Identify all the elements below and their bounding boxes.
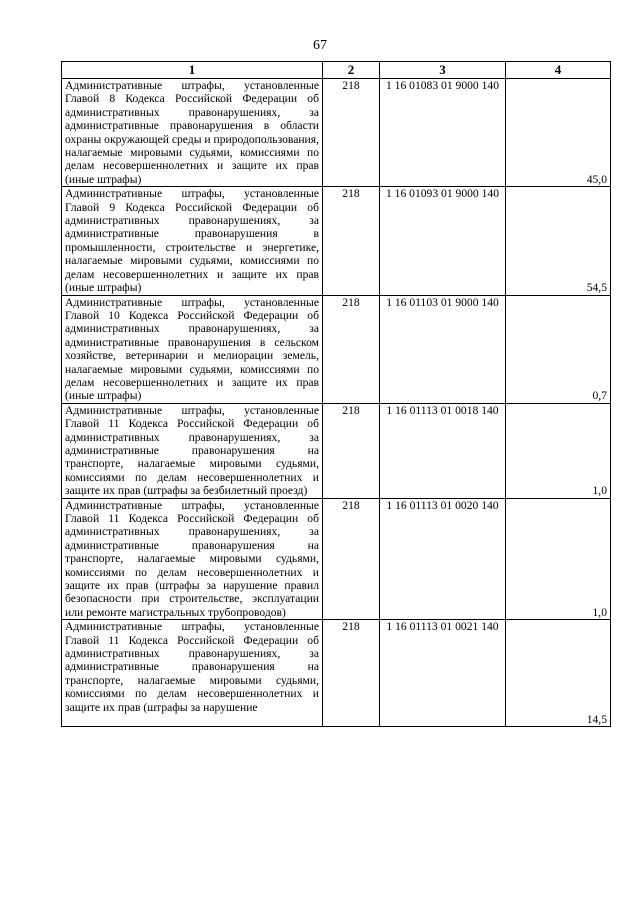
budget-classification-code: 1 16 01083 01 9000 140 (380, 79, 506, 187)
revenue-name: Административные штрафы, установленные Главой 8 Кодекса Российской Федерации об административных правонарушениях, за административные правонарушения в области охраны окружающей среды и природопользования, налагаемые мировыми судьями, комиссиями по делам несовершеннолетних и защите их прав (иные штрафы) (62, 79, 323, 187)
admin-code: 218 (323, 620, 380, 727)
amount: 1,0 (506, 403, 611, 498)
revenue-table (61, 61, 611, 727)
budget-classification-code: 1 16 01103 01 9000 140 (380, 295, 506, 403)
budget-classification-code: 1 16 01113 01 0018 140 (380, 403, 506, 498)
table-row (62, 187, 611, 295)
revenue-name: Административные штрафы, установленные Главой 11 Кодекса Российской Федерации об административных правонарушениях, за административные правонарушения на транспорте, налагаемые мировыми судьями, комиссиями по делам несовершеннолетних и защите их прав (штрафы за безбилетный проезд) (62, 403, 323, 498)
admin-code: 218 (323, 187, 380, 295)
table-row (62, 620, 611, 727)
column-header: 4 (506, 62, 611, 79)
revenue-name: Административные штрафы, установленные Главой 9 Кодекса Российской Федерации об административных правонарушениях, за административные правонарушения в промышленности, строительстве и энергетике, налагаемые мировыми судьями, комиссиями по делам несовершеннолетних и защите их прав (иные штрафы) (62, 187, 323, 295)
admin-code: 218 (323, 403, 380, 498)
amount: 1,0 (506, 498, 611, 620)
table-header-row (62, 62, 611, 79)
revenue-name: Административные штрафы, установленные Главой 11 Кодекса Российской Федерации об административных правонарушениях, за административные правонарушения на транспорте, налагаемые мировыми судьями, комиссиями по делам несовершеннолетних и защите их прав (штрафы за нарушение (65, 620, 319, 714)
column-header: 3 (380, 62, 506, 79)
column-header: 2 (323, 62, 380, 79)
column-header: 1 (62, 62, 323, 79)
admin-code: 218 (323, 295, 380, 403)
budget-classification-code: 1 16 01113 01 0020 140 (380, 498, 506, 620)
budget-classification-code: 1 16 01113 01 0021 140 (380, 620, 506, 727)
amount: 14,5 (506, 620, 611, 727)
admin-code: 218 (323, 79, 380, 187)
table-row (62, 403, 611, 498)
table-row (62, 498, 611, 620)
amount: 45,0 (506, 79, 611, 187)
table-row (62, 295, 611, 403)
table-row (62, 79, 611, 187)
revenue-name: Административные штрафы, установленные Главой 11 Кодекса Российской Федерации об административных правонарушениях, за административные правонарушения на транспорте, налагаемые мировыми судьями, комиссиями по делам несовершеннолетних и защите их прав (штрафы за нарушение правил безопасности при строительстве, эксплуатации или ремонте магистральных трубопроводов) (62, 498, 323, 620)
page-number: 67 (313, 38, 327, 53)
amount: 54,5 (506, 187, 611, 295)
amount: 0,7 (506, 295, 611, 403)
revenue-name: Административные штрафы, установленные Главой 10 Кодекса Российской Федерации об административных правонарушениях, за административные правонарушения в сельском хозяйстве, ветеринарии и мелиорации земель, налагаемые мировыми судьями, комиссиями по делам несовершеннолетних и защите их прав (иные штрафы) (62, 295, 323, 403)
budget-classification-code: 1 16 01093 01 9000 140 (380, 187, 506, 295)
admin-code: 218 (323, 498, 380, 620)
revenue-name-cell (62, 620, 323, 727)
